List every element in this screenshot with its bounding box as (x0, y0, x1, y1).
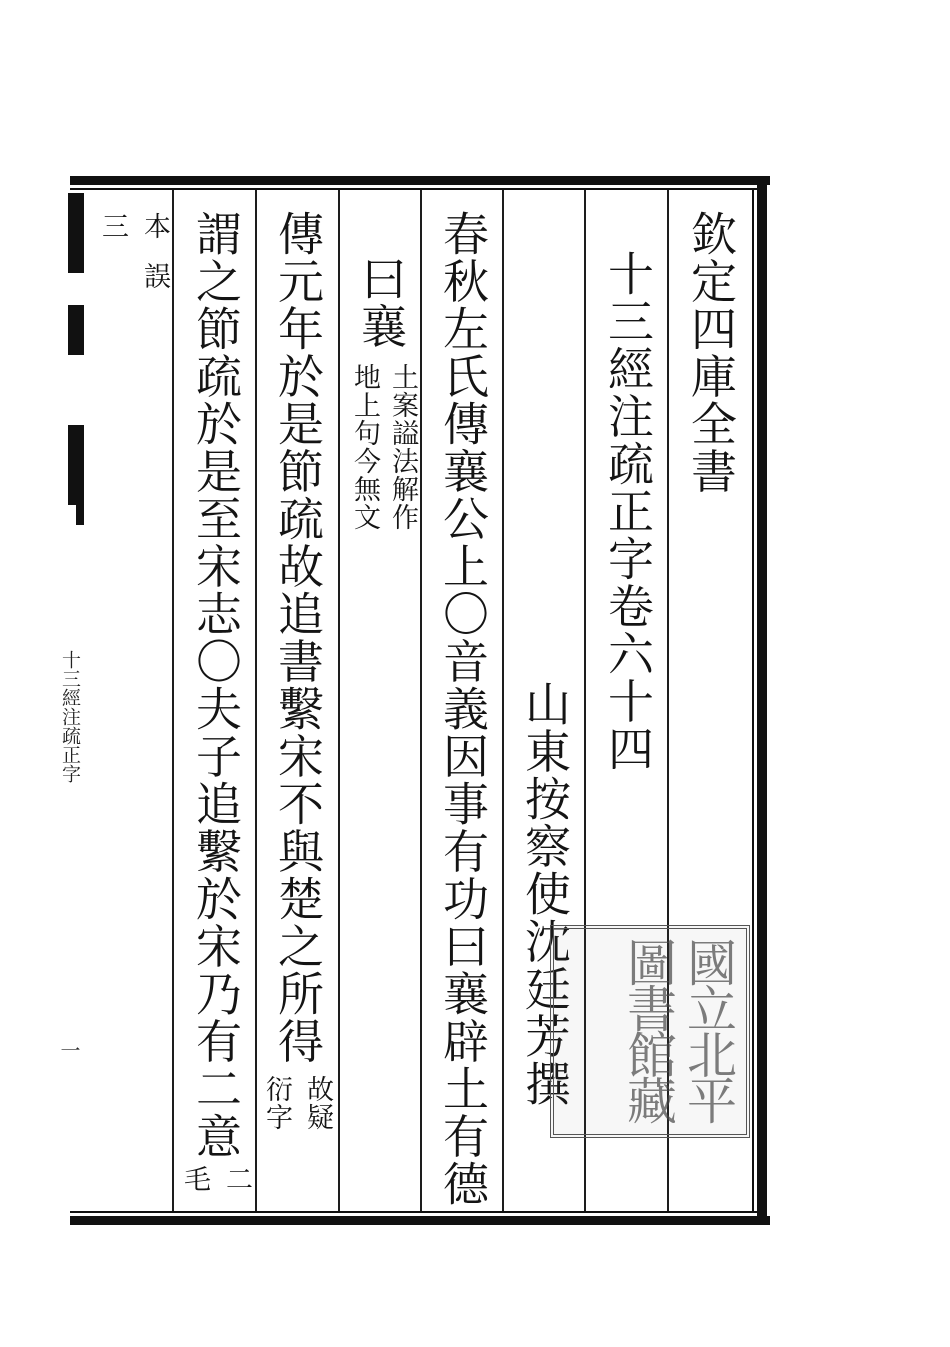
text-line-3-main: 傳元年於是節疏故追書繫宋不與楚之所得 (271, 210, 325, 1065)
text-line-5-tail: 三 (97, 212, 128, 240)
text-line-4-main: 謂之節疏於是至宋志〇夫子追繫於宋乃有二意 (189, 210, 243, 1160)
frame-border-top (70, 176, 770, 185)
text-line-1: 春秋左氏傳襄公上〇音義因事有功曰襄辟土有德 (436, 210, 490, 1208)
column-rule (502, 190, 504, 1211)
book-title: 十三經注疏正字卷六十四 (601, 250, 655, 773)
frame-border-bottom-inner (70, 1211, 766, 1213)
text-line-2-main: 曰襄 (354, 255, 408, 350)
annotation-left: 毛 (179, 1165, 210, 1193)
spine-page-number: 一 (57, 1040, 81, 1060)
column-rule (420, 190, 422, 1211)
frame-border-top-inner (70, 188, 766, 190)
annotation-right: 本 (139, 212, 170, 240)
column-rule (172, 190, 174, 1211)
frame-border-bottom (70, 1216, 770, 1225)
author-line: 山東按察使沈廷芳撰 (518, 680, 572, 1108)
collection-title: 欽定四庫全書 (684, 210, 738, 495)
column-rule (338, 190, 340, 1211)
column-rule (255, 190, 257, 1211)
frame-border-right-inner (752, 188, 754, 1213)
annotation-left: 誤 (139, 262, 170, 290)
frame-border-right (757, 176, 767, 1225)
annotation-right: 二 (221, 1165, 252, 1193)
annotation-left: 地上句今無文 (349, 363, 380, 531)
annotation-left: 衍字 (261, 1075, 292, 1131)
annotation-right: 故疑 (302, 1075, 333, 1131)
seal-text: 國立北平圖書館藏 (619, 937, 737, 1121)
library-seal (550, 925, 750, 1138)
annotation-right: 土案謚法解作 (387, 363, 418, 531)
spine-label: 十三經注疏正字 (59, 650, 81, 783)
